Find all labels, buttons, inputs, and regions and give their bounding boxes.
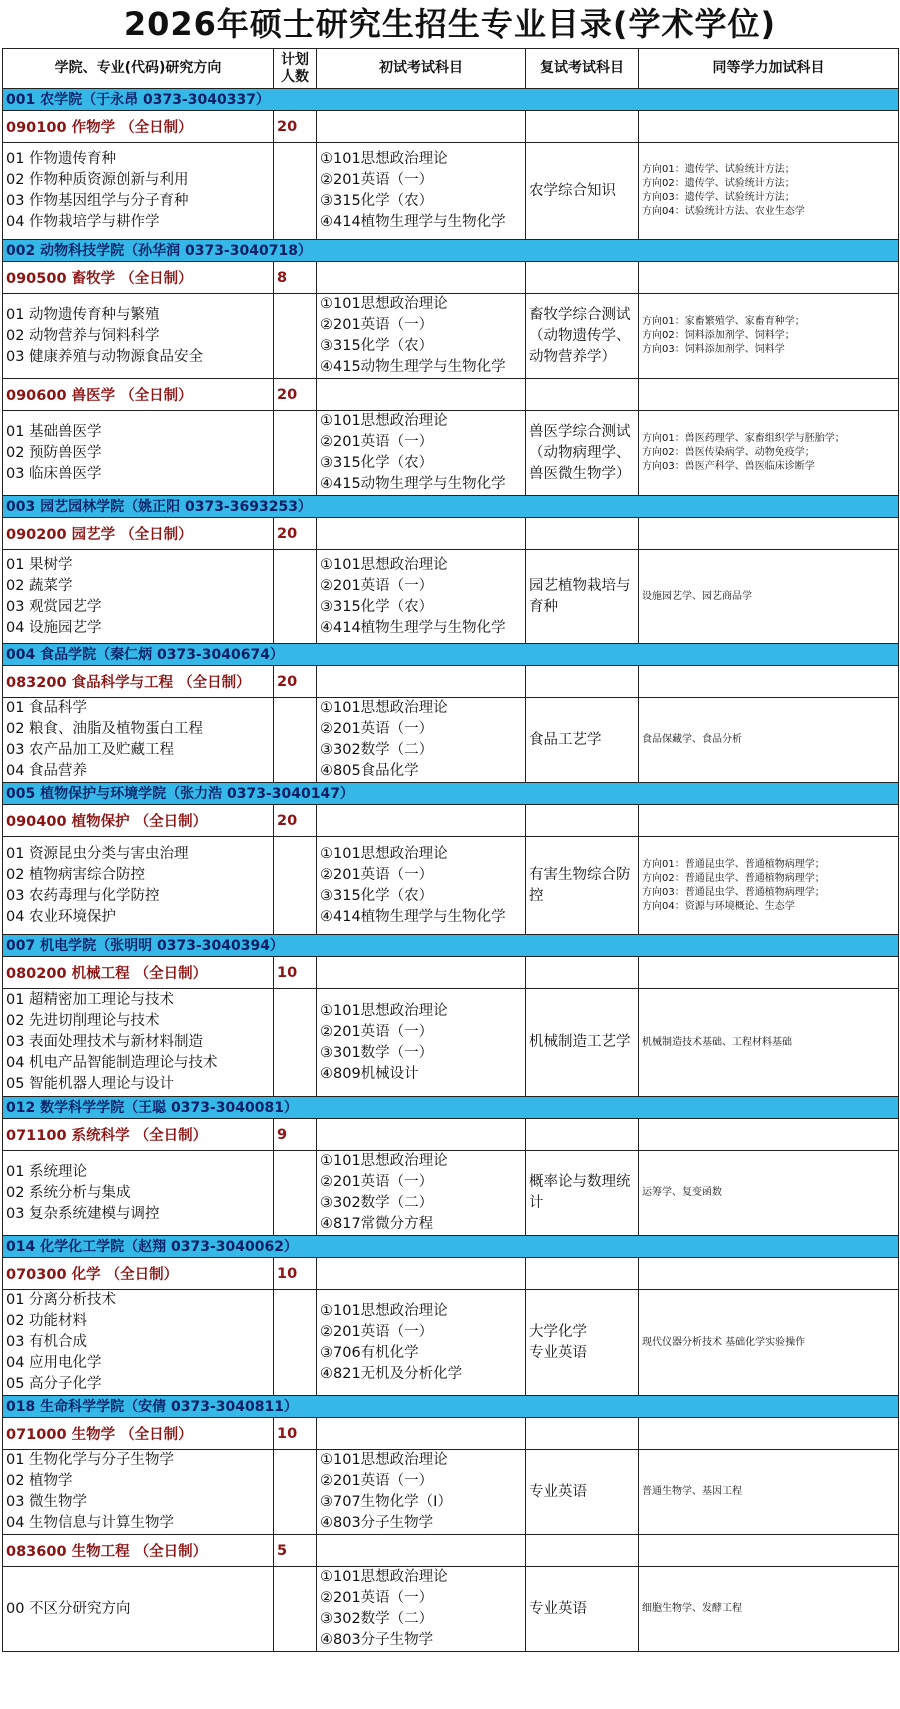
header-program: 学院、专业(代码)研究方向 bbox=[3, 49, 274, 89]
empty-equiv bbox=[639, 379, 899, 411]
study-mode: （全日制） bbox=[120, 120, 193, 136]
exam-item: ①101思想政治理论 bbox=[320, 1002, 448, 1019]
initial-exams bbox=[317, 294, 526, 379]
study-mode: （全日制） bbox=[120, 388, 193, 404]
exam-item: ③706有机化学 bbox=[320, 1344, 419, 1361]
empty-equiv bbox=[639, 666, 899, 698]
direction-item: 01 分离分析技术 bbox=[6, 1292, 117, 1308]
equiv-item: 方向04：资源与环境概论、生态学 bbox=[642, 900, 795, 912]
equivalent-exams bbox=[639, 550, 899, 644]
major-row bbox=[3, 805, 899, 837]
exam-item: ④414植物生理学与生物化学 bbox=[320, 619, 506, 636]
direction-item: 01 生物化学与分子生物学 bbox=[6, 1452, 175, 1468]
plan-count: 8 bbox=[274, 262, 317, 294]
equiv-item: 方向03：遗传学、试验统计方法； bbox=[642, 192, 795, 203]
research-directions bbox=[3, 837, 274, 935]
direction-item: 02 先进切削理论与技术 bbox=[6, 1013, 160, 1029]
initial-exams bbox=[317, 1290, 526, 1396]
empty-retest bbox=[526, 1119, 639, 1151]
direction-item: 03 表面处理技术与新材料制造 bbox=[6, 1034, 204, 1050]
initial-exams bbox=[317, 550, 526, 644]
equiv-item: 方向02：饲料添加剂学、饲料学； bbox=[642, 330, 795, 341]
exam-item: ②201英语（一） bbox=[320, 866, 434, 883]
equivalent-exams bbox=[639, 1290, 899, 1396]
direction-item: 05 智能机器人理论与设计 bbox=[6, 1076, 175, 1092]
initial-exams bbox=[317, 143, 526, 240]
major-row bbox=[3, 379, 899, 411]
plan-empty bbox=[274, 143, 317, 240]
equiv-item: 方向01：家畜繁殖学、家畜育种学； bbox=[642, 316, 805, 327]
initial-exams bbox=[317, 698, 526, 783]
empty-equiv bbox=[639, 1535, 899, 1567]
equiv-item: 方向03：兽医产科学、兽医临床诊断学 bbox=[642, 461, 815, 472]
empty-equiv bbox=[639, 518, 899, 550]
research-directions bbox=[3, 294, 274, 379]
research-directions bbox=[3, 550, 274, 644]
plan-empty bbox=[274, 294, 317, 379]
exam-item: ①101思想政治理论 bbox=[320, 845, 448, 862]
direction-item: 01 食品科学 bbox=[6, 700, 88, 716]
retest-line: 园艺植物栽培与育种 bbox=[529, 577, 631, 615]
plan-count: 10 bbox=[274, 1418, 317, 1450]
direction-item: 01 动物遗传育种与繁殖 bbox=[6, 306, 160, 323]
research-directions bbox=[3, 989, 274, 1097]
direction-item: 04 机电产品智能制造理论与技术 bbox=[6, 1055, 218, 1071]
exam-item: ②201英语（一） bbox=[320, 172, 434, 188]
retest-line: 大学化学 bbox=[529, 1323, 587, 1340]
equiv-item: 方向03：饲料添加剂学、饲料学 bbox=[642, 344, 785, 355]
equiv-item: 方向01：遗传学、试验统计方法； bbox=[642, 164, 795, 175]
major-row bbox=[3, 518, 899, 550]
retest-subject bbox=[526, 550, 639, 644]
detail-row bbox=[3, 1290, 899, 1396]
direction-item: 02 植物学 bbox=[6, 1473, 73, 1489]
equiv-item: 方向03：普通昆虫学、普通植物病理学； bbox=[642, 886, 825, 898]
major-row bbox=[3, 957, 899, 989]
major-name bbox=[3, 957, 274, 989]
exam-item: ④415动物生理学与生物化学 bbox=[320, 476, 506, 492]
major-code: 090600 兽医学 bbox=[6, 388, 121, 404]
exam-item: ③301数学（一） bbox=[320, 1044, 434, 1061]
equivalent-exams bbox=[639, 411, 899, 496]
research-directions bbox=[3, 1151, 274, 1236]
direction-item: 03 农产品加工及贮藏工程 bbox=[6, 742, 175, 758]
major-row bbox=[3, 1535, 899, 1567]
exam-item: ③315化学（农） bbox=[320, 338, 434, 354]
detail-row bbox=[3, 989, 899, 1097]
direction-item: 00 不区分研究方向 bbox=[6, 1600, 131, 1617]
plan-empty bbox=[274, 1450, 317, 1535]
plan-count: 20 bbox=[274, 518, 317, 550]
exam-item: ①101思想政治理论 bbox=[320, 556, 448, 573]
empty-initial bbox=[317, 1258, 526, 1290]
exam-item: ①101思想政治理论 bbox=[320, 151, 448, 167]
empty-equiv bbox=[639, 262, 899, 294]
plan-empty bbox=[274, 1151, 317, 1236]
page-title: 2026年硕士研究生招生专业目录(学术学位) bbox=[123, 5, 777, 43]
study-mode: （全日制） bbox=[120, 1427, 193, 1443]
research-directions bbox=[3, 143, 274, 240]
initial-exams bbox=[317, 1450, 526, 1535]
empty-retest bbox=[526, 805, 639, 837]
direction-item: 03 农药毒理与化学防控 bbox=[6, 887, 160, 904]
major-row bbox=[3, 1119, 899, 1151]
research-directions bbox=[3, 411, 274, 496]
exam-item: ①101思想政治理论 bbox=[320, 296, 448, 312]
exam-item: ①101思想政治理论 bbox=[320, 1569, 448, 1585]
college-name: 005 植物保护与环境学院（张力浩 0373-3040147） bbox=[3, 783, 899, 805]
major-name bbox=[3, 111, 274, 143]
exam-item: ③302数学（二） bbox=[320, 742, 434, 758]
direction-item: 02 系统分析与集成 bbox=[6, 1184, 131, 1201]
research-directions bbox=[3, 698, 274, 783]
exam-item: ③315化学（农） bbox=[320, 598, 434, 615]
college-row bbox=[3, 89, 899, 111]
direction-item: 04 应用电化学 bbox=[6, 1355, 102, 1371]
initial-exams bbox=[317, 837, 526, 935]
retest-line: 兽医学综合测试（动物病理学、兽医微生物学） bbox=[529, 423, 631, 482]
retest-subject bbox=[526, 1151, 639, 1236]
detail-row bbox=[3, 1151, 899, 1236]
empty-retest bbox=[526, 518, 639, 550]
exam-item: ①101思想政治理论 bbox=[320, 1153, 448, 1169]
empty-retest bbox=[526, 111, 639, 143]
exam-item: ④809机械设计 bbox=[320, 1065, 419, 1082]
plan-empty bbox=[274, 1290, 317, 1396]
exam-item: ②201英语（一） bbox=[320, 577, 434, 594]
detail-row bbox=[3, 294, 899, 379]
major-code: 070300 化学 bbox=[6, 1267, 106, 1283]
empty-initial bbox=[317, 957, 526, 989]
exam-item: ④817常微分方程 bbox=[320, 1216, 434, 1232]
empty-initial bbox=[317, 111, 526, 143]
exam-item: ④415动物生理学与生物化学 bbox=[320, 359, 506, 375]
direction-item: 01 基础兽医学 bbox=[6, 423, 102, 440]
plan-empty bbox=[274, 837, 317, 935]
exam-item: ③315化学（农） bbox=[320, 193, 434, 209]
exam-item: ③315化学（农） bbox=[320, 455, 434, 471]
direction-item: 01 资源昆虫分类与害虫治理 bbox=[6, 845, 189, 862]
exam-item: ③302数学（二） bbox=[320, 1195, 434, 1211]
major-name bbox=[3, 1535, 274, 1567]
college-row bbox=[3, 1236, 899, 1258]
exam-item: ②201英语（一） bbox=[320, 1174, 434, 1190]
college-name: 001 农学院（于永昂 0373-3040337） bbox=[3, 89, 899, 111]
detail-row bbox=[3, 411, 899, 496]
retest-subject bbox=[526, 1450, 639, 1535]
empty-initial bbox=[317, 1418, 526, 1450]
exam-item: ②201英语（一） bbox=[320, 1473, 434, 1489]
equiv-item: 食品保藏学、食品分析 bbox=[642, 734, 742, 745]
equivalent-exams bbox=[639, 1450, 899, 1535]
major-code: 090200 园艺学 bbox=[6, 527, 121, 543]
research-directions bbox=[3, 1450, 274, 1535]
college-row bbox=[3, 783, 899, 805]
direction-item: 04 生物信息与计算生物学 bbox=[6, 1515, 175, 1531]
major-code: 090500 畜牧学 bbox=[6, 271, 121, 287]
exam-item: ③302数学（二） bbox=[320, 1611, 434, 1627]
study-mode: （全日制） bbox=[120, 527, 193, 543]
plan-count: 10 bbox=[274, 1258, 317, 1290]
empty-retest bbox=[526, 379, 639, 411]
empty-initial bbox=[317, 379, 526, 411]
exam-item: ④414植物生理学与生物化学 bbox=[320, 908, 506, 925]
college-row bbox=[3, 240, 899, 262]
college-name: 012 数学科学学院（王聪 0373-3040081） bbox=[3, 1097, 899, 1119]
major-code: 083200 食品科学与工程 bbox=[6, 675, 179, 691]
equivalent-exams bbox=[639, 989, 899, 1097]
retest-subject bbox=[526, 837, 639, 935]
retest-subject bbox=[526, 294, 639, 379]
direction-item: 04 作物栽培学与耕作学 bbox=[6, 214, 160, 230]
retest-line: 专业英语 bbox=[529, 1600, 587, 1617]
empty-equiv bbox=[639, 1119, 899, 1151]
direction-item: 02 预防兽医学 bbox=[6, 444, 102, 461]
equivalent-exams bbox=[639, 1151, 899, 1236]
direction-item: 04 设施园艺学 bbox=[6, 619, 102, 636]
college-name: 002 动物科技学院（孙华润 0373-3040718） bbox=[3, 240, 899, 262]
equiv-item: 普通生物学、基因工程 bbox=[642, 1486, 742, 1497]
exam-item: ③707生物化学（Ⅰ） bbox=[320, 1494, 452, 1510]
empty-initial bbox=[317, 1119, 526, 1151]
study-mode: （全日制） bbox=[120, 271, 193, 287]
direction-item: 02 动物营养与饲料科学 bbox=[6, 327, 160, 344]
study-mode: （全日制） bbox=[134, 1544, 208, 1560]
empty-equiv bbox=[639, 957, 899, 989]
retest-subject bbox=[526, 1290, 639, 1396]
exam-item: ①101思想政治理论 bbox=[320, 1302, 448, 1319]
equiv-item: 设施园艺学、园艺商品学 bbox=[642, 590, 752, 602]
college-row bbox=[3, 644, 899, 666]
empty-retest bbox=[526, 1418, 639, 1450]
equiv-item: 现代仪器分析技术 基础化学实验操作 bbox=[642, 1336, 806, 1348]
direction-item: 03 观赏园艺学 bbox=[6, 598, 102, 615]
study-mode: （全日制） bbox=[134, 814, 208, 830]
direction-item: 01 超精密加工理论与技术 bbox=[6, 992, 175, 1008]
major-code: 090100 作物学 bbox=[6, 120, 121, 136]
major-code: 080200 机械工程 bbox=[6, 966, 135, 982]
empty-retest bbox=[526, 957, 639, 989]
equiv-item: 方向01：普通昆虫学、普通植物病理学； bbox=[642, 858, 825, 870]
detail-row bbox=[3, 698, 899, 783]
direction-item: 02 作物种质资源创新与利用 bbox=[6, 172, 189, 188]
major-code: 071000 生物学 bbox=[6, 1427, 121, 1443]
equiv-item: 运筹学、复变函数 bbox=[642, 1187, 722, 1198]
direction-item: 03 健康养殖与动物源食品安全 bbox=[6, 348, 204, 365]
exam-item: ④803分子生物学 bbox=[320, 1632, 434, 1648]
research-directions bbox=[3, 1290, 274, 1396]
retest-line: 专业英语 bbox=[529, 1344, 587, 1361]
direction-item: 04 农业环境保护 bbox=[6, 908, 117, 925]
major-name bbox=[3, 666, 274, 698]
major-name bbox=[3, 1258, 274, 1290]
equiv-item: 方向02：兽医传染病学、动物免疫学； bbox=[642, 447, 815, 458]
research-directions bbox=[3, 1567, 274, 1652]
retest-line: 有害生物综合防控 bbox=[529, 866, 631, 904]
initial-exams bbox=[317, 1567, 526, 1652]
equivalent-exams bbox=[639, 143, 899, 240]
retest-line: 农学综合知识 bbox=[529, 182, 616, 199]
college-row bbox=[3, 1097, 899, 1119]
retest-subject bbox=[526, 1567, 639, 1652]
retest-line: 畜牧学综合测试（动物遗传学、动物营养学） bbox=[529, 306, 631, 365]
exam-item: ②201英语（一） bbox=[320, 1323, 434, 1340]
equiv-item: 方向02：遗传学、试验统计方法； bbox=[642, 178, 795, 189]
direction-item: 05 高分子化学 bbox=[6, 1376, 102, 1392]
plan-count: 20 bbox=[274, 666, 317, 698]
plan-empty bbox=[274, 411, 317, 496]
direction-item: 03 临床兽医学 bbox=[6, 465, 102, 482]
college-name: 004 食品学院（秦仁炳 0373-3040674） bbox=[3, 644, 899, 666]
equivalent-exams bbox=[639, 837, 899, 935]
exam-item: ②201英语（一） bbox=[320, 1023, 434, 1040]
exam-item: ②201英语（一） bbox=[320, 317, 434, 333]
direction-item: 03 作物基因组学与分子育种 bbox=[6, 193, 189, 209]
empty-initial bbox=[317, 518, 526, 550]
detail-row bbox=[3, 550, 899, 644]
major-name bbox=[3, 805, 274, 837]
major-name bbox=[3, 262, 274, 294]
college-row bbox=[3, 496, 899, 518]
direction-item: 02 功能材料 bbox=[6, 1313, 88, 1329]
exam-item: ②201英语（一） bbox=[320, 1590, 434, 1606]
major-code: 071100 系统科学 bbox=[6, 1128, 135, 1144]
empty-retest bbox=[526, 262, 639, 294]
exam-item: ③315化学（农） bbox=[320, 887, 434, 904]
detail-row bbox=[3, 1450, 899, 1535]
exam-item: ④803分子生物学 bbox=[320, 1515, 434, 1531]
empty-initial bbox=[317, 262, 526, 294]
plan-count: 10 bbox=[274, 957, 317, 989]
exam-item: ②201英语（一） bbox=[320, 434, 434, 450]
plan-empty bbox=[274, 1567, 317, 1652]
equiv-item: 细胞生物学、发酵工程 bbox=[642, 1603, 742, 1614]
header-equivalent: 同等学力加试科目 bbox=[639, 49, 899, 89]
direction-item: 04 食品营养 bbox=[6, 763, 88, 779]
plan-empty bbox=[274, 698, 317, 783]
study-mode: （全日制） bbox=[134, 1128, 208, 1144]
exam-item: ①101思想政治理论 bbox=[320, 1452, 448, 1468]
college-name: 003 园艺园林学院（姚正阳 0373-3693253） bbox=[3, 496, 899, 518]
equivalent-exams bbox=[639, 1567, 899, 1652]
major-name bbox=[3, 518, 274, 550]
direction-item: 03 复杂系统建模与调控 bbox=[6, 1205, 160, 1222]
exam-item: ①101思想政治理论 bbox=[320, 700, 448, 716]
plan-count: 20 bbox=[274, 111, 317, 143]
empty-retest bbox=[526, 666, 639, 698]
major-name bbox=[3, 1119, 274, 1151]
retest-line: 机械制造工艺学 bbox=[529, 1034, 631, 1050]
retest-line: 概率论与数理统计 bbox=[529, 1174, 631, 1211]
equiv-item: 方向04：试验统计方法、农业生态学 bbox=[642, 206, 805, 217]
retest-line: 食品工艺学 bbox=[529, 731, 602, 748]
major-name bbox=[3, 379, 274, 411]
direction-item: 03 有机合成 bbox=[6, 1334, 88, 1350]
retest-subject bbox=[526, 411, 639, 496]
direction-item: 02 蔬菜学 bbox=[6, 577, 73, 594]
college-row bbox=[3, 1396, 899, 1418]
empty-retest bbox=[526, 1258, 639, 1290]
major-row bbox=[3, 1258, 899, 1290]
direction-item: 01 系统理论 bbox=[6, 1163, 88, 1180]
major-name bbox=[3, 1418, 274, 1450]
header-initial-exam: 初试考试科目 bbox=[317, 49, 526, 89]
empty-equiv bbox=[639, 805, 899, 837]
equiv-item: 方向01：兽医药理学、家畜组织学与胚胎学； bbox=[642, 433, 845, 444]
equivalent-exams bbox=[639, 294, 899, 379]
empty-retest bbox=[526, 1535, 639, 1567]
initial-exams bbox=[317, 1151, 526, 1236]
direction-item: 01 作物遗传育种 bbox=[6, 151, 117, 167]
study-mode: （全日制） bbox=[105, 1267, 179, 1283]
plan-count: 20 bbox=[274, 805, 317, 837]
plan-count: 9 bbox=[274, 1119, 317, 1151]
initial-exams bbox=[317, 411, 526, 496]
exam-item: ①101思想政治理论 bbox=[320, 413, 448, 429]
empty-equiv bbox=[639, 111, 899, 143]
major-row bbox=[3, 1418, 899, 1450]
study-mode: （全日制） bbox=[178, 675, 251, 691]
college-name: 014 化学化工学院（赵翔 0373-3040062） bbox=[3, 1236, 899, 1258]
direction-item: 03 微生物学 bbox=[6, 1494, 88, 1510]
college-name: 018 生命科学学院（安倩 0373-3040811） bbox=[3, 1396, 899, 1418]
plan-empty bbox=[274, 989, 317, 1097]
exam-item: ④821无机及分析化学 bbox=[320, 1365, 463, 1382]
retest-subject bbox=[526, 143, 639, 240]
major-code: 083600 生物工程 bbox=[6, 1544, 135, 1560]
study-mode: （全日制） bbox=[134, 966, 208, 982]
direction-item: 01 果树学 bbox=[6, 556, 73, 573]
exam-item: ④414植物生理学与生物化学 bbox=[320, 214, 506, 230]
detail-row bbox=[3, 1567, 899, 1652]
major-row bbox=[3, 111, 899, 143]
empty-equiv bbox=[639, 1258, 899, 1290]
detail-row bbox=[3, 837, 899, 935]
direction-item: 02 粮食、油脂及植物蛋白工程 bbox=[6, 721, 204, 737]
empty-initial bbox=[317, 805, 526, 837]
empty-initial bbox=[317, 666, 526, 698]
equiv-item: 方向02：普通昆虫学、普通植物病理学； bbox=[642, 872, 825, 884]
header-row bbox=[3, 49, 899, 89]
plan-empty bbox=[274, 550, 317, 644]
empty-initial bbox=[317, 1535, 526, 1567]
header-retest: 复试考试科目 bbox=[526, 49, 639, 89]
exam-item: ②201英语（一） bbox=[320, 721, 434, 737]
plan-count: 20 bbox=[274, 379, 317, 411]
retest-subject bbox=[526, 698, 639, 783]
retest-line: 专业英语 bbox=[529, 1483, 587, 1500]
retest-subject bbox=[526, 989, 639, 1097]
catalog-table bbox=[2, 48, 899, 1652]
equivalent-exams bbox=[639, 698, 899, 783]
empty-equiv bbox=[639, 1418, 899, 1450]
college-row bbox=[3, 935, 899, 957]
equiv-item: 机械制造技术基础、工程材料基础 bbox=[642, 1036, 792, 1048]
major-code: 090400 植物保护 bbox=[6, 814, 135, 830]
direction-item: 02 植物病害综合防控 bbox=[6, 866, 146, 883]
college-name: 007 机电学院（张明明 0373-3040394） bbox=[3, 935, 899, 957]
major-row bbox=[3, 262, 899, 294]
initial-exams bbox=[317, 989, 526, 1097]
plan-count: 5 bbox=[274, 1535, 317, 1567]
exam-item: ④805食品化学 bbox=[320, 763, 419, 779]
header-plan: 计划人数 bbox=[274, 49, 317, 89]
detail-row bbox=[3, 143, 899, 240]
major-row bbox=[3, 666, 899, 698]
